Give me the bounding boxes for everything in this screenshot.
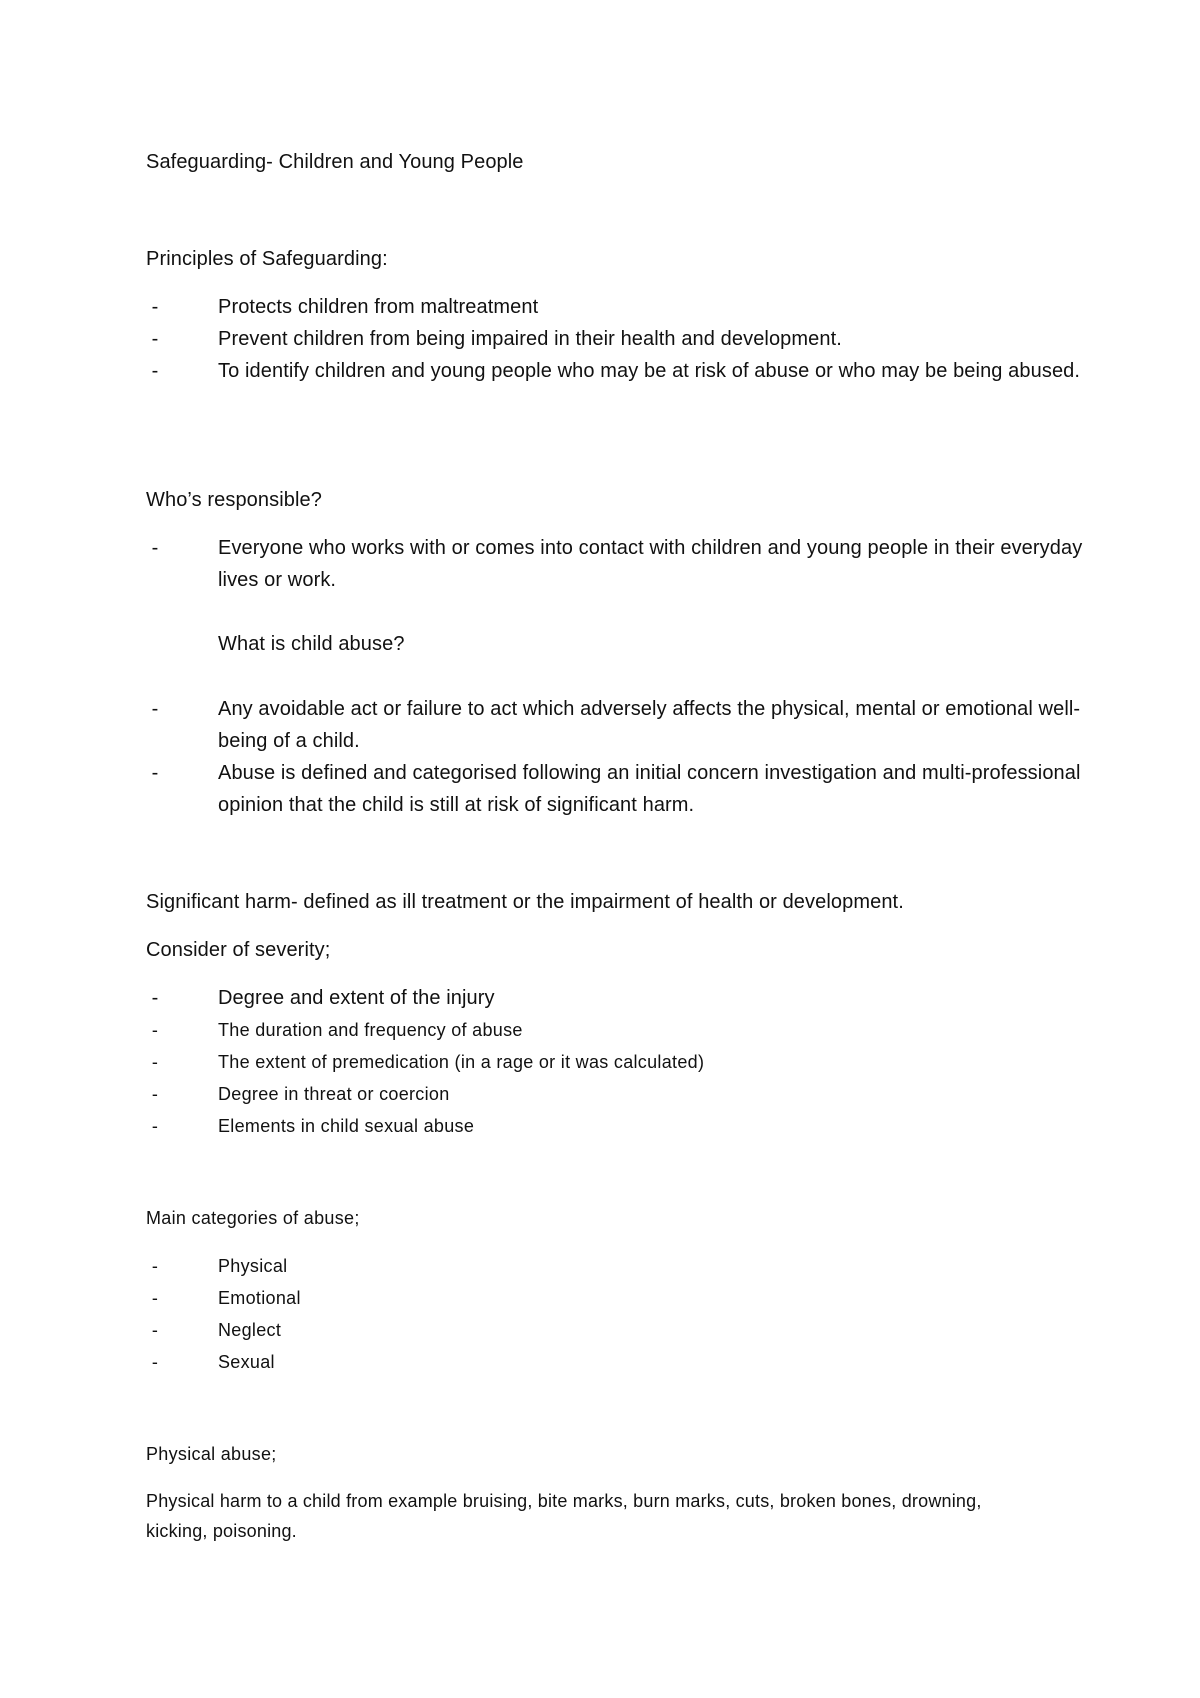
categories-heading: Main categories of abuse; <box>146 1208 360 1228</box>
list-item-text: Everyone who works with or comes into contact with children and young people in their everyday lives or work. <box>218 537 1083 591</box>
list-item-text: Degree and extent of the injury <box>218 987 495 1009</box>
document-title: Safeguarding- Children and Young People <box>146 151 524 173</box>
list-item-text: The duration and frequency of abuse <box>218 1020 523 1040</box>
list-item-text: Physical <box>218 1256 288 1276</box>
bullet-dash: - <box>151 1020 159 1040</box>
physical-abuse-heading: Physical abuse; <box>146 1444 277 1464</box>
bullet-dash: - <box>151 1084 159 1104</box>
bullet-dash: - <box>151 1256 159 1276</box>
list-item-text: Elements in child sexual abuse <box>218 1116 475 1136</box>
list-item-text: Abuse is defined and categorised following an initial concern investigation and multi-professional opinion that the child is still at risk of significant harm. <box>218 762 1081 816</box>
child-abuse-heading: What is child abuse? <box>218 633 405 655</box>
list-item-text: Emotional <box>218 1288 301 1308</box>
list-item-text: Neglect <box>218 1320 282 1340</box>
bullet-dash: - <box>151 1052 159 1072</box>
significant-harm-definition: Significant harm- defined as ill treatment or the impairment of health or development. <box>146 891 904 913</box>
bullet-dash: - <box>151 987 159 1009</box>
list-item-text: Prevent children from being impaired in their health and development. <box>218 328 842 350</box>
responsible-heading: Who’s responsible? <box>146 489 322 511</box>
bullet-dash: - <box>151 1288 159 1308</box>
bullet-dash: - <box>151 296 159 318</box>
bullet-dash: - <box>151 1352 159 1372</box>
bullet-dash: - <box>151 360 159 382</box>
physical-abuse-text: Physical harm to a child from example bruising, bite marks, burn marks, cuts, broken bones, drowning, kicking, poisoning. <box>146 1491 982 1541</box>
bullet-dash: - <box>151 1320 159 1340</box>
list-item-text: The extent of premedication (in a rage or it was calculated) <box>218 1052 705 1072</box>
list-item-text: Sexual <box>218 1352 275 1372</box>
list-item-text: Degree in threat or coercion <box>218 1084 450 1104</box>
bullet-dash: - <box>151 698 159 720</box>
severity-heading: Consider of severity; <box>146 939 331 961</box>
bullet-dash: - <box>151 537 159 559</box>
bullet-dash: - <box>151 762 159 784</box>
principles-heading: Principles of Safeguarding: <box>146 248 388 270</box>
bullet-dash: - <box>151 328 159 350</box>
list-item-text: To identify children and young people who may be at risk of abuse or who may be being abused. <box>218 360 1081 382</box>
bullet-dash: - <box>151 1116 159 1136</box>
list-item-text: Protects children from maltreatment <box>218 296 539 318</box>
list-item-text: Any avoidable act or failure to act which adversely affects the physical, mental or emotional well-being of a child. <box>218 698 1081 752</box>
